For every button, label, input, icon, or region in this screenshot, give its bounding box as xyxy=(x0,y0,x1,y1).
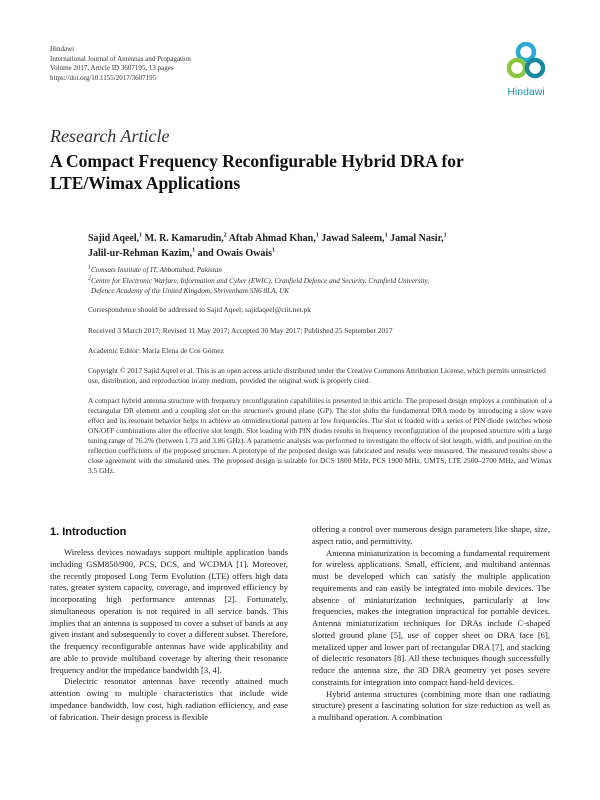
right-column xyxy=(312,524,550,724)
article-title: A Compact Frequency Reconfigurable Hybrid DRA for LTE/Wimax Applications xyxy=(50,151,464,193)
logo-ring-blue xyxy=(518,44,534,60)
logo-ring-teal xyxy=(527,60,543,76)
paragraph: Hybrid antenna structures (combining more than one radiating structure) present a fascinating solution for size reduction as well as a multiband operation. A combination xyxy=(312,688,550,722)
abstract: A compact hybrid antenna structure with frequency reconfiguration capabilities is presented in this article. The proposed design employs a combination of a rectangular DR element and a coupling slot on the structure's ground plane (GP). The slot shifts the fundamental DRA mode by introducing a slow wave effect and its resonant behavior helps to achieve an omnidirectional pattern at low frequencies. The slot is loaded with a series of PIN diode switches whose ON/OFF combinations alter the effective slot length. Slot loading with PIN diodes results in frequency reconfiguration of the proposed structure with a large tuning range of 76.2% (between 1.73 and 3.86 GHz). A parametric analysis was performed to investigate the effects of slot length, width, and position on the reflection coefficients of the proposed structure. A prototype of the proposed design was fabricated and results were measured. The measured results show a close agreement with the simulated ones. The proposed design is suitable for DCS 1800 MHz, PCS 1900 MHz, UMTS, LTE 2500–2700 MHz, and Wimax 3.5 GHz. xyxy=(88,396,552,475)
paragraph: Dielectric resonator antennas have recently attained much attention owing to multiple characteristics that include wide impedance bandwidth, low cost, high radiation efficiency, and ease of fabrication. Their design process is flexible xyxy=(50,676,288,722)
copyright-notice: Copyright © 2017 Sajid Aqeel et al. This is an open access article distributed under the Creative Commons Attribution License, which permits unrestricted use, distribution, and reproduction in any medium, provided the original work is properly cited. xyxy=(88,366,546,385)
author: Jawad Saleem,$^1$ xyxy=(321,232,388,244)
publication-dates: Received 3 March 2017; Revised 11 May 2017; Accepted 30 May 2017; Published 25 September 2017 xyxy=(88,326,393,335)
logo-wordmark: Hindawi xyxy=(507,86,545,98)
affiliation-2: $^2$Centre for Electronic Warfare, Information and Cyber (EWIC), Cranfield Defence and Security, Cranfield University, Defence Academy of the United Kingdom, Shrivenham SN6 8LA, UK xyxy=(88,275,430,295)
volume-info: Volume 2017, Article ID 3607195, 13 pages xyxy=(50,64,174,72)
left-column xyxy=(50,547,288,723)
publisher-name: Hindawi xyxy=(50,45,75,53)
author-list xyxy=(88,232,528,261)
academic-editor: Academic Editor: María Elena de Cos Gómez xyxy=(88,346,224,355)
paragraph: offering a control over numerous design parameters like shape, size, aspect ratio, and permittivity. xyxy=(312,524,550,546)
paragraph: Antenna miniaturization is becoming a fundamental requirement for wireless applications. Small, efficient, and multiband antennas must be developed which can satisfy the multiple application requirements and can easily be integrated into mobile devices. The absence of miniaturization techniques, particularly at low frequencies, makes the integration impractical for portable devices. Antenna miniaturization techniques for DRAs include C-shaped slotted ground plane [5], use of copper sheet on DRA face [6], metalized upper and lower part of rectangular DRA [7], and stacking of dielectric resonators [8]. All these techniques though successfully reduce the antenna size, the 3D DRA geometry yet poses severe constraints for integration into compact hand-held devices. xyxy=(312,547,550,687)
author: Jamal Nasir,$^1$ xyxy=(390,232,447,244)
article-type: Research Article xyxy=(50,126,170,146)
hindawi-logo xyxy=(500,42,552,102)
paragraph: Wireless devices nowadays support multiple application bands including GSM850/900, PCS, DCS, and WCDMA [1]. Moreover, the recently proposed Long Term Evolution (LTE) offers high data rates, greater system capacity, coverage, and improved efficiency by incorporating high performance antennas [2]. Fortunately, simultaneous operation is not required in all service bands. This implies that an antenna is supposed to cover a subset of bands at any given instant and subsequently to cover a different subset. Therefore, the frequency reconfigurable antennas have wide applicability and are able to provide multiband coverage by altering their resonance frequency and/or the impedance bandwidth [3, 4]. xyxy=(50,547,288,675)
author: M. R. Kamarudin,$^2$ xyxy=(144,232,227,244)
hindawi-logo-icon xyxy=(500,42,552,84)
journal-header xyxy=(50,45,191,83)
section-heading: 1. Introduction xyxy=(50,526,127,538)
journal-name: International Journal of Antennas and Propagation xyxy=(50,54,191,63)
author: Aftab Ahmad Khan,$^1$ xyxy=(228,232,319,244)
affiliation-1: $^1$Comsats Institute of IT, Abbottabad, Pakistan xyxy=(88,264,222,274)
author: and Owais Owais$^1$ xyxy=(197,247,276,259)
doi-link[interactable]: https://doi.org/10.1155/2017/3607195 xyxy=(50,73,157,82)
author: Jalil-ur-Rehman Kazim,$^1$ xyxy=(88,247,196,259)
author: Sajid Aqeel,$^1$ xyxy=(88,232,143,244)
correspondence: Correspondence should be addressed to Sajid Aqeel; sajidaqeel@ciit.net.pk xyxy=(88,305,311,314)
logo-ring-green xyxy=(509,60,525,76)
